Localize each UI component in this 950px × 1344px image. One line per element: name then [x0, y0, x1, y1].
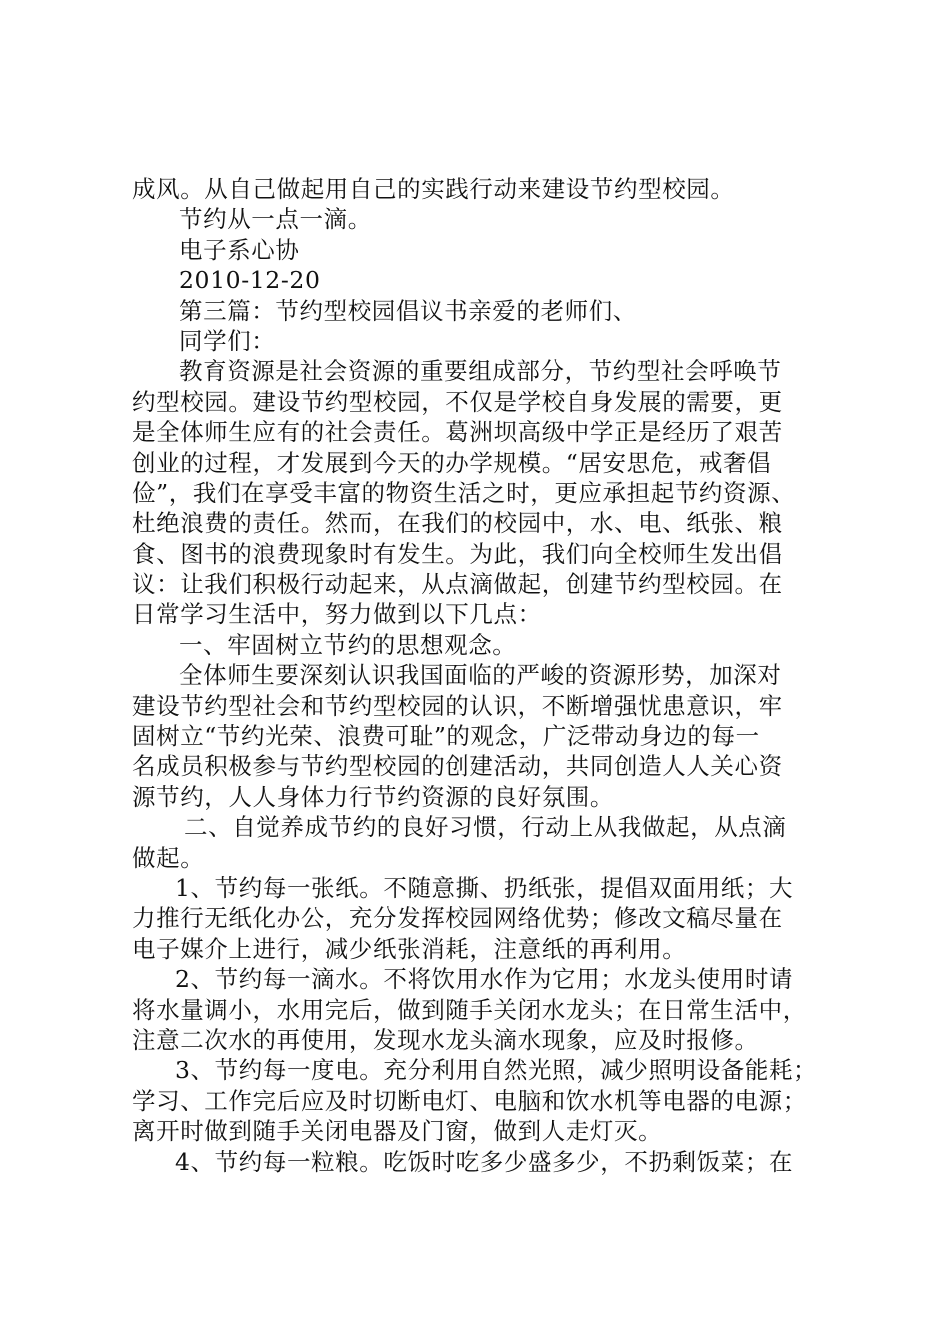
text-line: 食、图书的浪费现象时有发生。为此，我们向全校师生发出倡 [132, 539, 783, 568]
text-line: 建设节约型社会和节约型校园的认识，不断增强忧患意识，牢 [132, 691, 783, 720]
text-line: 学习、工作完后应及时切断电灯、电脑和饮水机等电器的电源； [132, 1086, 807, 1115]
text-line: 约型校园。建设节约型校园，不仅是学校自身发展的需要，更 [132, 387, 783, 416]
text-line: 成风。从自己做起用自己的实践行动来建设节约型校园。 [132, 175, 735, 203]
text-line: 离开时做到随手关闭电器及门窗，做到人走灯灭。 [132, 1117, 663, 1146]
text-line: 做起。 [132, 843, 205, 872]
subheading: 一、牢固树立节约的思想观念。 [179, 630, 517, 659]
text-line: 名成员积极参与节约型校园的创建活动，共同创造人人关心资 [132, 752, 783, 781]
list-item: 3、节约每一度电。充分利用自然光照，减少照明设备能耗； [175, 1056, 818, 1085]
list-item: 2、节约每一滴水。不将饮用水作为它用；水龙头使用时请 [175, 965, 794, 994]
text-line: 全体师生要深刻认识我国面临的严峻的资源形势，加深对 [179, 661, 782, 690]
text-line: 俭”，我们在享受丰富的物资生活之时，更应承担起节约资源、 [132, 478, 796, 507]
text-line: 将水量调小，水用完后，做到随手关闭水龙头；在日常生活中， [132, 995, 807, 1024]
salutation: 同学们： [179, 326, 276, 355]
text-line: 创业的过程，才发展到今天的办学规模。“居安思危，戒奢倡 [132, 448, 772, 477]
text-line: 电子系心协 [179, 235, 300, 264]
subheading: 二、自觉养成节约的良好习惯，行动上从我做起，从点滴 [184, 813, 787, 842]
date-line: 2010-12-20 [179, 266, 321, 295]
list-item: 4、节约每一粒粮。吃饭时吃多少盛多少，不扔剩饭菜；在 [175, 1147, 794, 1176]
text-line: 源节约，人人身体力行节约资源的良好氛围。 [132, 782, 614, 811]
text-line: 固树立“节约光荣、浪费可耻”的观念，广泛带动身边的每一 [132, 722, 760, 751]
text-line: 是全体师生应有的社会责任。葛洲坝高级中学正是经历了艰苦 [132, 418, 783, 447]
text-line: 力推行无纸化办公，充分发挥校园网络优势；修改文稿尽量在 [132, 904, 783, 933]
text-line: 教育资源是社会资源的重要组成部分，节约型社会呼唤节 [179, 357, 782, 386]
text-line: 注意二次水的再使用，发现水龙头滴水现象，应及时报修。 [132, 1025, 759, 1054]
list-item: 1、节约每一张纸。不随意撕、扔纸张，提倡双面用纸；大 [175, 873, 794, 902]
section-heading: 第三篇：节约型校园倡议书亲爱的老师们、 [179, 296, 637, 325]
text-line: 杜绝浪费的责任。然而，在我们的校园中，水、电、纸张、粮 [132, 509, 783, 538]
text-line: 日常学习生活中，努力做到以下几点： [132, 600, 542, 629]
text-line: 节约从一点一滴。 [179, 205, 372, 234]
text-line: 电子媒介上进行，减少纸张消耗，注意纸的再利用。 [132, 934, 687, 963]
document-body [132, 174, 832, 1177]
text-line: 议：让我们积极行动起来，从点滴做起，创建节约型校园。在 [132, 570, 783, 599]
